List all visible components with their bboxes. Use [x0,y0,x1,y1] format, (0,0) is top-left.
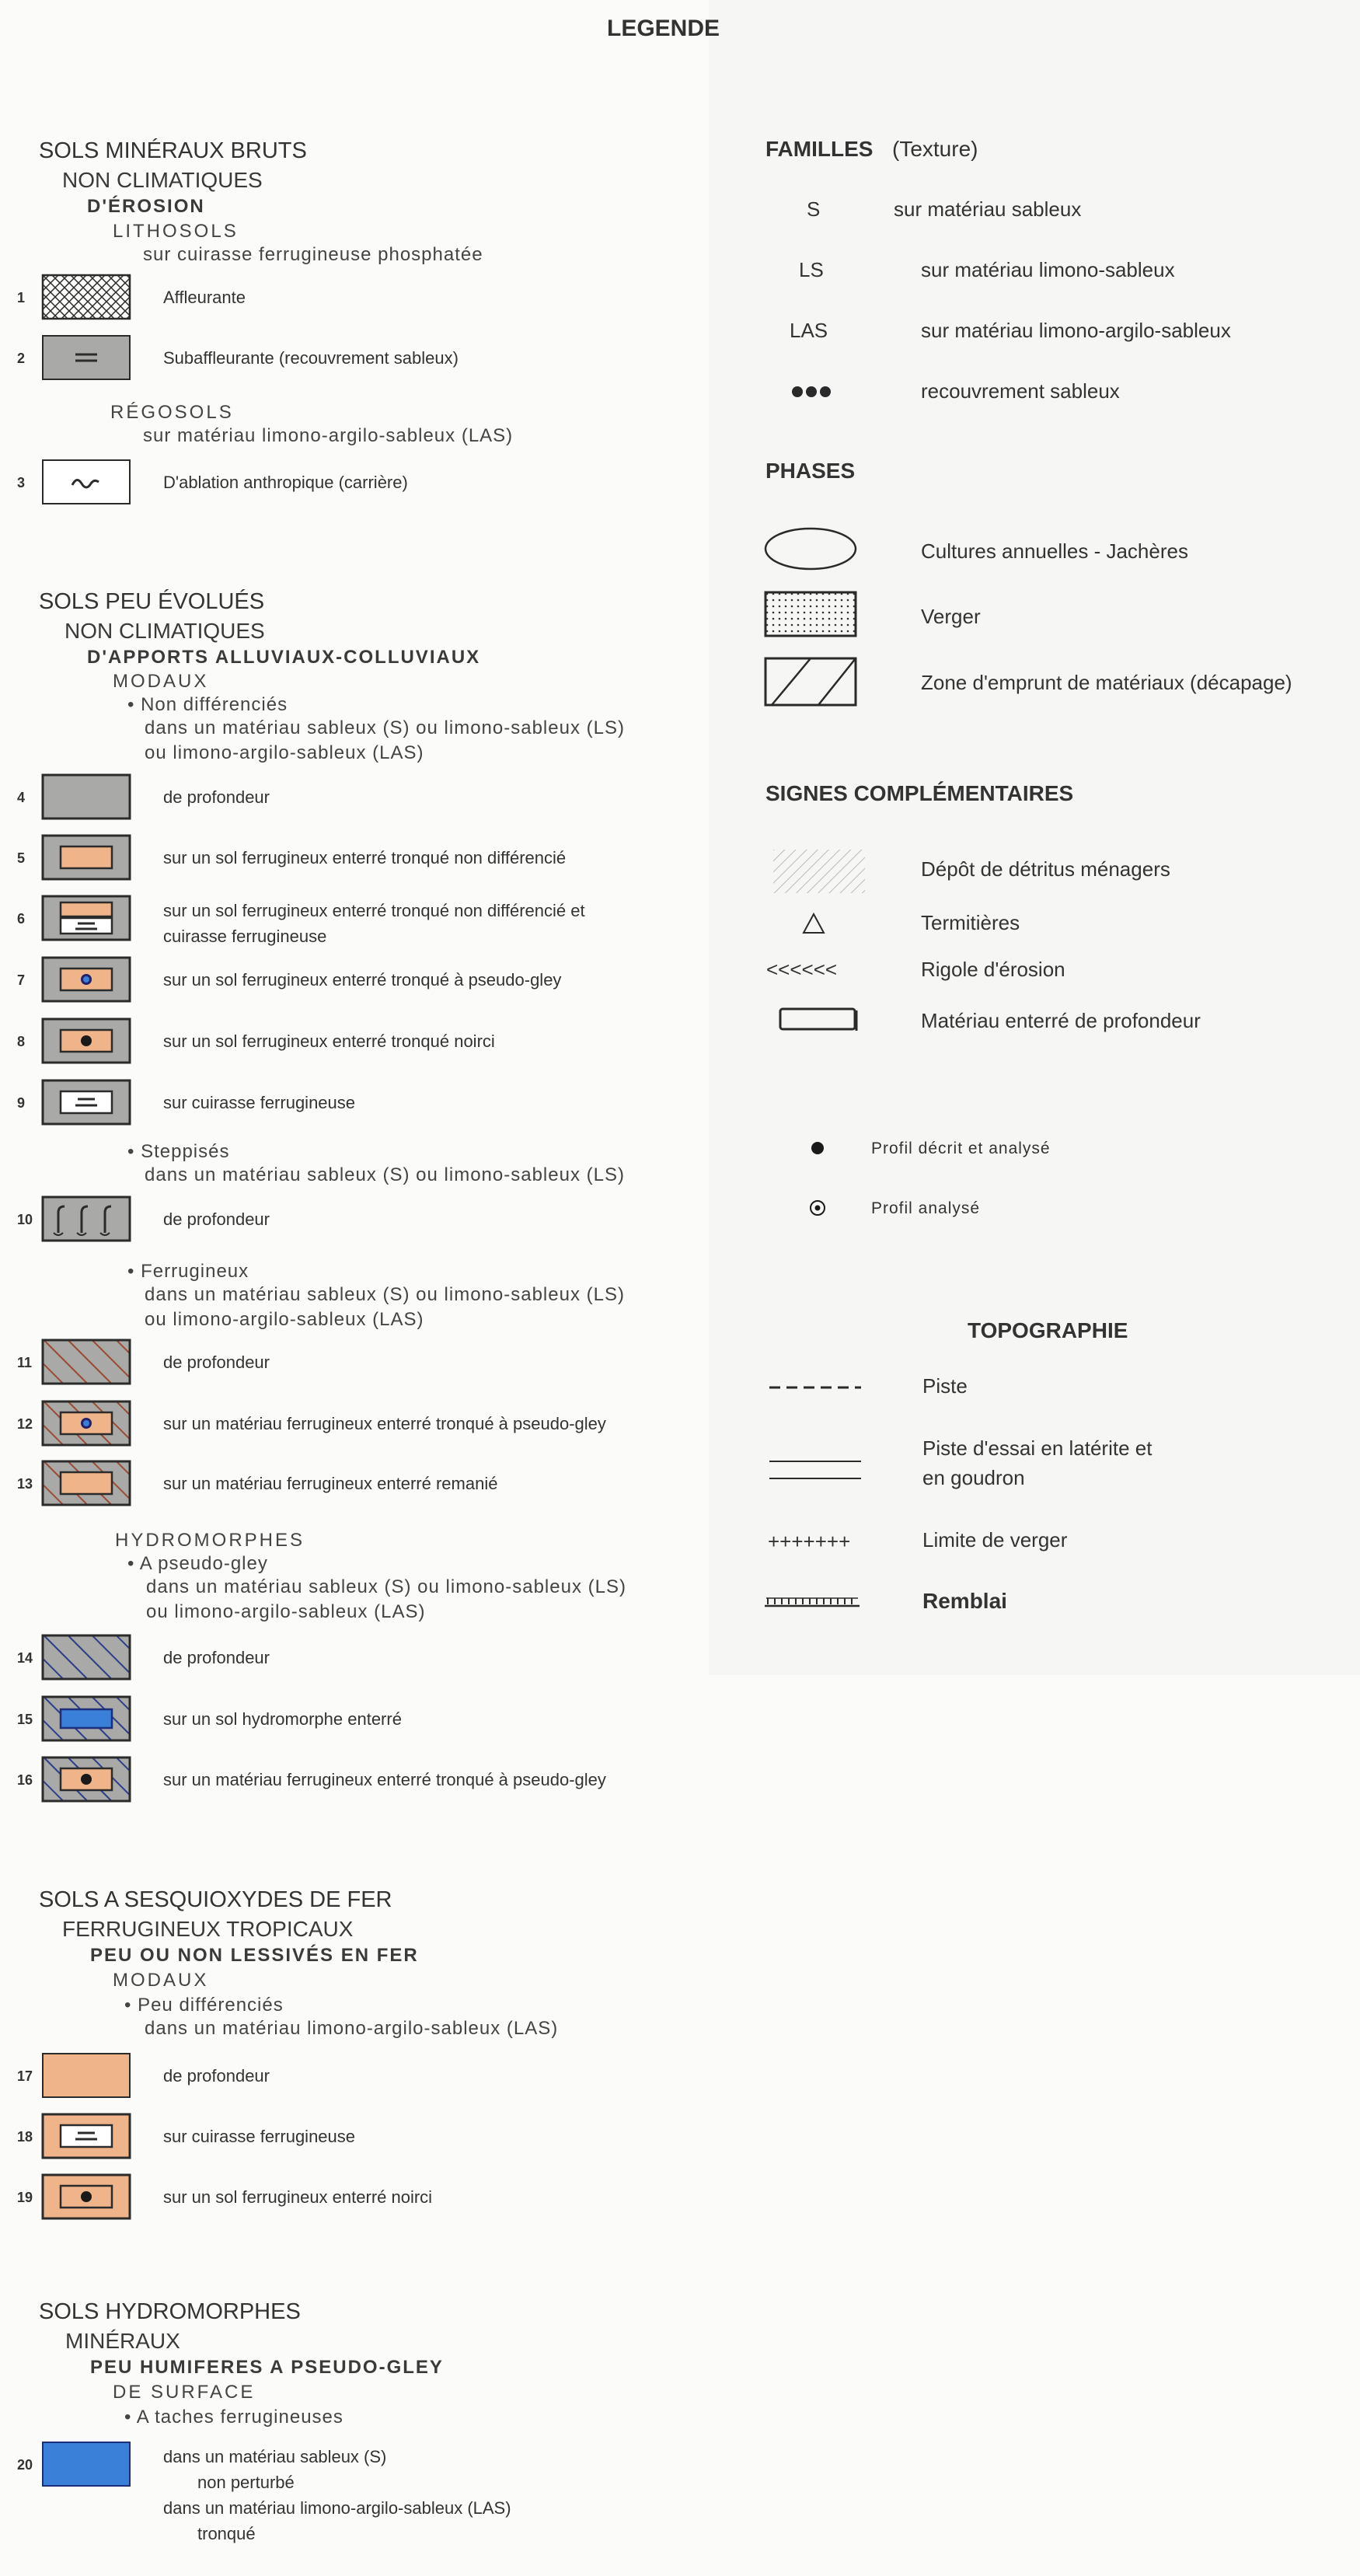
section-class: PEU OU NON LESSIVÉS EN FER [90,1945,419,1966]
legend-item-number: 3 [17,475,26,490]
legend-symbol-grey-orange-blackdot [41,1017,131,1064]
topo-label: Limite de verger [922,1528,1068,1552]
section-heading: SOLS PEU ÉVOLUÉS [39,589,265,614]
legend-item-number: 11 [17,1355,33,1370]
legend-item-label: dans un matériau sableux (S) [163,2447,387,2466]
legend-item-number: 18 [17,2129,33,2145]
section-class: D'APPORTS ALLUVIAUX-COLLUVIAUX [87,647,481,668]
legend-item-label: cuirasse ferrugineuse [163,927,327,946]
legend-item-number: 15 [17,1712,33,1727]
section-heading: SOLS MINÉRAUX BRUTS [39,138,307,163]
phase-label: Zone d'emprunt de matériaux (décapage) [921,671,1292,694]
legend-item-label: de profondeur [163,1648,270,1667]
group-bullet: • Steppisés [127,1141,230,1162]
phase-symbol-ellipse [764,525,859,577]
profile-label: Profil analysé [871,1199,981,1217]
legend-item-label: sur un sol ferrugineux enterré tronqué à pseudo-gley [163,970,562,990]
legend-item-label: sur un sol ferrugineux enterré tronqué non différencié [163,848,567,867]
section-subheading: FERRUGINEUX TROPICAUX [62,1917,354,1941]
legend-symbol-rust-hatch [41,1339,131,1385]
legend-item-label: de profondeur [163,787,270,807]
group-substrate: ou limono-argilo-sableux (LAS) [146,1601,426,1622]
legend-item-label: Subaffleurante (recouvrement sableux) [163,348,459,368]
group-bullet: • Ferrugineux [127,1261,249,1282]
signes-heading: SIGNES COMPLÉMENTAIRES [765,781,1074,805]
section-group: MODAUX [113,1970,209,1991]
legend-item-number: 19 [17,2190,33,2205]
topographie-heading: TOPOGRAPHIE [968,1318,1128,1342]
profile-label: Profil décrit et analysé [871,1140,1051,1157]
legend-item-number: 8 [17,1034,26,1049]
legend-item-label: non perturbé [197,2473,295,2492]
legend-symbol-navy-hatch [41,1634,131,1681]
section-heading: SOLS HYDROMORPHES [39,2299,301,2324]
legend-item-label: de profondeur [163,2066,270,2086]
legend-symbol-orange [41,2052,131,2099]
section-group: HYDROMORPHES [115,1530,305,1551]
legend-item-label: sur un sol hydromorphe enterré [163,1709,402,1729]
legend-item-label: sur un sol ferrugineux enterré tronqué noirci [163,1031,495,1051]
legend-item-number: 10 [17,1212,33,1227]
refuse-dump-icon [773,850,865,893]
legend-item-number: 4 [17,790,26,805]
legend-symbol-orange-blackdot [41,2173,131,2220]
legend-symbol-grey-dash [41,334,131,381]
legend-symbol-tilde [41,459,131,505]
legend-item-number: 14 [17,1650,33,1666]
group-substrate: dans un matériau sableux (S) ou limono-sableux (LS) [145,1284,625,1305]
legend-symbol-grey-orange-cuirasse [41,895,131,941]
page-title: LEGENDE [607,16,720,41]
signe-label: Rigole d'érosion [921,958,1065,981]
legend-item-label: de profondeur [163,1209,270,1229]
legend-symbol-rust-hatch-orange-bluedot [41,1400,131,1447]
legend-item-label: sur cuirasse ferrugineuse [163,2127,356,2146]
legend-symbol-grey [41,773,131,820]
topo-label: en goudron [922,1466,1025,1489]
topo-label: Remblai [922,1589,1007,1613]
phase-symbol-dotted-rect [764,591,859,642]
group-bullet: • A taches ferrugineuses [124,2407,343,2428]
legend-item-label: sur un matériau ferrugineux enterré tronqué à pseudo-gley [163,1770,606,1789]
famille-label: sur matériau sableux [894,197,1082,221]
phases-heading: PHASES [765,459,856,483]
legend-item-label: tronqué [197,2524,256,2543]
legend-item-number: 5 [17,850,26,866]
group-bullet: • A pseudo-gley [127,1553,268,1574]
group-bullet: • Non différenciés [127,694,288,715]
famille-code: LAS [790,319,828,342]
legend-item-label: sur cuirasse ferrugineuse [163,1093,356,1112]
buried-material-icon [779,1006,860,1034]
group-substrate: dans un matériau sableux (S) ou limono-sableux (LS) [145,1164,625,1185]
embankment-icon [765,1595,860,1609]
legend-symbol-grey-orange-bluedot [41,956,131,1003]
legend-item-number: 6 [17,911,26,927]
group-substrate: sur cuirasse ferrugineuse phosphatée [143,244,483,265]
section-subheading: NON CLIMATIQUES [65,619,265,643]
legend-item-number: 9 [17,1095,26,1111]
famille-label: sur matériau limono-sableux [921,258,1175,281]
legend-item-number: 16 [17,1772,33,1788]
profile-symbol-circled-dot [808,1199,827,1217]
famille-label: sur matériau limono-argilo-sableux [921,319,1231,342]
legend-item-number: 7 [17,972,26,988]
track-dashed-icon [769,1385,861,1390]
group-substrate: ou limono-argilo-sableux (LAS) [145,1309,424,1330]
group-bullet: • Peu différenciés [124,1995,284,2016]
legend-symbol-navy-hatch-orange-dot [41,1756,131,1803]
legend-item-label: sur un sol ferrugineux enterré tronqué non différencié et [163,901,585,920]
section-subheading: MINÉRAUX [65,2329,180,2353]
legend-item-label: sur un matériau ferrugineux enterré remanié [163,1474,498,1493]
legend-symbol-rust-hatch-orange [41,1460,131,1506]
trial-road-icon [769,1458,861,1482]
section-class: D'ÉROSION [87,196,205,217]
group-substrate: dans un matériau limono-argilo-sableux (LAS) [145,2018,559,2039]
legend-symbol-grey-cuirasse [41,1079,131,1126]
phase-label: Verger [921,605,981,628]
section-heading: SOLS A SESQUIOXYDES DE FER [39,1887,392,1912]
legend-item-label: sur un sol ferrugineux enterré noirci [163,2187,433,2207]
termite-mound-icon [802,913,825,934]
right-column-sheet [709,0,1360,1675]
topo-label: Piste d'essai en latérite et [922,1436,1153,1460]
familles-heading: FAMILLES [765,137,874,161]
section-class: PEU HUMIFERES A PSEUDO-GLEY [90,2357,444,2378]
legend-item-number: 17 [17,2068,33,2084]
legend-item-number: 12 [17,1416,33,1432]
orchard-limit-icon: +++++++ [768,1530,851,1553]
section-group: MODAUX [113,671,209,692]
phase-symbol-slash-rect [764,657,859,708]
section-group: LITHOSOLS [113,221,239,242]
legend-symbol-blue [41,2441,131,2487]
phase-label: Cultures annuelles - Jachères [921,539,1188,563]
section-subheading: NON CLIMATIQUES [62,168,263,192]
erosion-gully-icon: <<<<<< [766,958,838,981]
famille-code: LS [799,258,824,281]
signe-label: Termitières [921,911,1020,934]
legend-item-number: 13 [17,1476,33,1492]
section-group: DE SURFACE [113,2382,256,2403]
legend-symbol-orange-cuirasse [41,2113,131,2159]
section-group: RÉGOSOLS [110,402,234,423]
legend-item-label: D'ablation anthropique (carrière) [163,473,408,492]
sandy-cover-dots-icon [791,384,835,400]
famille-code: S [807,197,821,221]
legend-symbol-navy-hatch-blue [41,1695,131,1742]
legend-item-label: de profondeur [163,1353,270,1372]
legend-item-label: sur un matériau ferrugineux enterré tronqué à pseudo-gley [163,1414,606,1433]
legend-symbol-grey-orange [41,834,131,881]
profile-symbol-dot [808,1139,827,1157]
group-substrate: dans un matériau sableux (S) ou limono-sableux (LS) [145,717,625,738]
group-substrate: ou limono-argilo-sableux (LAS) [145,742,424,763]
legend-item-number: 1 [17,290,26,305]
legend-symbol-grey-steppe [41,1196,131,1242]
legend-symbol-crosshatch [41,274,131,320]
legend-item-number: 20 [17,2457,33,2473]
legend-item-number: 2 [17,351,26,366]
group-substrate: sur matériau limono-argilo-sableux (LAS) [143,425,514,446]
signe-label: Matériau enterré de profondeur [921,1009,1201,1032]
signe-label: Dépôt de détritus ménagers [921,857,1170,881]
topo-label: Piste [922,1374,968,1398]
group-substrate: dans un matériau sableux (S) ou limono-sableux (LS) [146,1576,626,1597]
famille-label: recouvrement sableux [921,379,1120,403]
familles-subheading: (Texture) [892,137,978,161]
legend-item-label: Affleurante [163,288,246,307]
legend-item-label: dans un matériau limono-argilo-sableux (LAS) [163,2498,511,2518]
